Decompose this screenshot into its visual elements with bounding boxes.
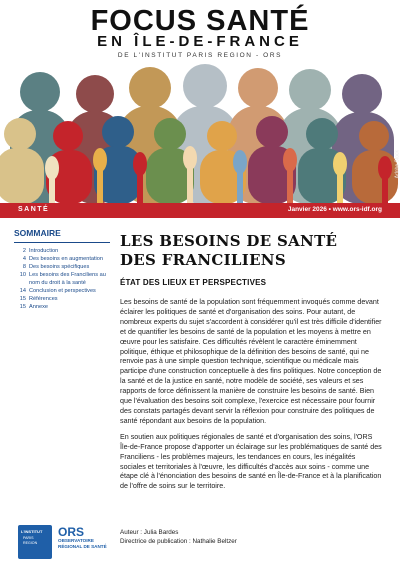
toc-item-label: Introduction bbox=[29, 248, 59, 254]
toc-item-label: Conclusion et perspectives bbox=[29, 288, 96, 294]
toc-item-label: Annexe bbox=[29, 304, 48, 310]
article-title-line-2: DES FRANCILIENS bbox=[120, 251, 286, 269]
article-body bbox=[120, 298, 382, 498]
credits bbox=[120, 528, 382, 546]
logo-text: PARIS REGION bbox=[23, 536, 38, 545]
toc-page-number: 2 bbox=[22, 248, 26, 254]
article-title-line-1: LES BESOINS DE SANTÉ bbox=[120, 232, 338, 250]
section-band bbox=[0, 203, 400, 218]
publication-subtitle: EN ÎLE-DE-FRANCE bbox=[97, 33, 303, 50]
toc-item-label: Des besoins en augmentation bbox=[29, 256, 104, 262]
masthead bbox=[0, 0, 400, 62]
toc-item[interactable] bbox=[14, 247, 110, 255]
photo-credit: Adobe Stock bbox=[394, 150, 400, 179]
author: Auteur : Julia Bardes bbox=[120, 529, 179, 536]
publisher-line: DE L'INSTITUT PARIS REGION - ORS bbox=[117, 52, 283, 59]
toc-item[interactable] bbox=[14, 295, 110, 303]
toc-page-number: 15 bbox=[19, 304, 26, 310]
paragraph: En soutien aux politiques régionales de santé et d'organisation des soins, l'ORS Île-de-France propose d'apporter un éclairage sur les problématiques de santé des Franciliens - les problèmes majeurs, les tendances en cours, les inégalités sociales et territoriales à l'œuvre, les difficultés d'accès aux soins - comme une étape clé à l'énonciation des besoins de santé en Île-de-France et à la planification de l'offre de soins sur le territoire. bbox=[120, 432, 382, 491]
logo-text: L'INSTITUT bbox=[21, 529, 43, 534]
publication-director: Directrice de publication : Nathalie Beltzer bbox=[120, 538, 237, 545]
table-of-contents bbox=[14, 228, 110, 311]
institut-paris-region-logo bbox=[18, 525, 52, 559]
article-subtitle: ÉTAT DES LIEUX ET PERSPECTIVES bbox=[120, 278, 267, 287]
toc-item-label: Références bbox=[29, 296, 58, 302]
ors-logo-text: ORS bbox=[58, 525, 85, 539]
toc-page-number: 8 bbox=[22, 264, 26, 270]
section-label: SANTÉ bbox=[18, 206, 50, 213]
toc-item[interactable] bbox=[14, 271, 110, 287]
toc-page-number: 10 bbox=[19, 272, 26, 278]
toc-title: SOMMAIRE bbox=[14, 228, 110, 243]
toc-page-number: 14 bbox=[19, 288, 26, 294]
toc-page-number: 15 bbox=[19, 296, 26, 302]
date-and-website: Janvier 2026 • www.ors-idf.org bbox=[287, 206, 382, 213]
toc-item[interactable] bbox=[14, 303, 110, 311]
toc-item[interactable] bbox=[14, 287, 110, 295]
article-header bbox=[120, 232, 385, 287]
paragraph: Les besoins de santé de la population sont fréquemment invoqués comme devant éclairer les politiques de santé et d'organisation des soins. Pour autant, de nombreux experts du sujet s'accordent à considérer qu'il est très difficile d'identifier et de quantifier les besoins de santé de la population et les moyens à mettre en œuvre pour les satisfaire. Ces difficultés révèlent le caractère éminemment politique, éthique et philosophique de la définition des besoins de santé, qui ne renvoie pas à une simple question technique, scientifique ou médicale mais participe d'une construction conceptuelle à des fins politiques. Notre conception de la santé et de la justice en santé, notre modèle de société, ses valeurs et ses rapports de force définissent la manière de construire les besoins de santé. Bien que l'évaluation des besoins soit complexe, l'exercice est nécessaire pour fournir des constats partagés devant servir la réflexion pour construire des politiques de santé répondant aux besoins de la population. bbox=[120, 298, 382, 425]
ors-logo bbox=[58, 526, 116, 549]
ors-logo-subtitle: OBSERVATOIRE RÉGIONAL DE SANTÉ bbox=[58, 538, 107, 549]
cover-illustration bbox=[0, 64, 400, 204]
toc-item[interactable] bbox=[14, 255, 110, 263]
publication-title: FOCUS SANTÉ bbox=[90, 5, 310, 37]
toc-page-number: 4 bbox=[22, 256, 26, 262]
toc-item[interactable] bbox=[14, 263, 110, 271]
toc-item-label: Les besoins des Franciliens au nom du droit à la santé bbox=[29, 272, 106, 286]
crowd-hands-illustration bbox=[0, 64, 400, 204]
toc-item-label: Des besoins spécifiques bbox=[29, 264, 90, 270]
